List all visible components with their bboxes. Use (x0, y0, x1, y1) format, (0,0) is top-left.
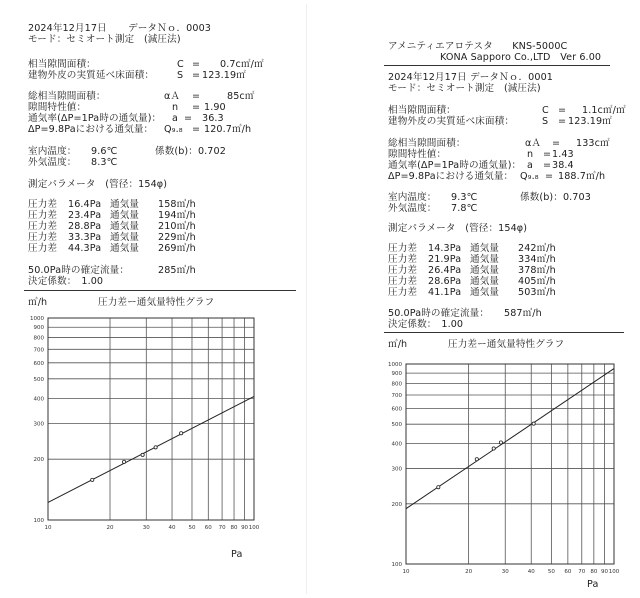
row-symbol: C (177, 59, 184, 70)
x-tick-label: 20 (106, 525, 114, 531)
row-eq: = (192, 70, 201, 81)
indoor-temp: 室内温度： 9.6℃ (28, 146, 118, 157)
dp-label: 圧力差 (388, 243, 418, 254)
x-unit: Pa (587, 579, 599, 590)
row-value: 188.7㎥/h (558, 171, 606, 182)
q-value: 158㎥/h (158, 199, 196, 210)
x-tick-label: 40 (168, 525, 176, 531)
header-divider (384, 65, 610, 66)
row-eq: = (543, 160, 552, 171)
dp-label: 圧力差 (388, 287, 418, 298)
data-point (122, 460, 125, 463)
q-value: 194㎥/h (158, 210, 196, 221)
mode: モード：セミオート測定 (減圧法) (28, 34, 181, 45)
row-label: 隙間特性値： (388, 149, 447, 160)
divider (24, 290, 296, 291)
q-value: 210㎥/h (158, 221, 196, 232)
receipt-left (6, 4, 307, 594)
dp-value: 23.4Pa (68, 210, 102, 221)
data-number: データＮｏ．0001 (470, 72, 553, 83)
coefficient-b: 係数(b)：0.702 (155, 146, 226, 157)
confirmed-flow-value: 285㎥/h (158, 265, 196, 276)
q-value: 229㎥/h (158, 232, 196, 243)
dp-label: 圧力差 (388, 276, 418, 287)
x-tick-label: 20 (465, 569, 473, 575)
x-tick-label: 10 (402, 569, 410, 575)
dp-value: 28.8Pa (68, 221, 102, 232)
measurement-params: 測定パラメータ (管径：154φ) (28, 179, 168, 190)
date: 2024年12月17日 (28, 23, 107, 34)
receipt-right (330, 4, 638, 594)
row-eq: = (552, 138, 561, 149)
data-point (492, 447, 495, 450)
pressure-flow-chart (26, 308, 262, 554)
dp-label: 圧力差 (388, 265, 418, 276)
data-point (154, 446, 157, 449)
dp-label: 圧力差 (28, 221, 58, 232)
row-value: 133c㎡ (576, 138, 610, 149)
x-tick-label: 10 (44, 525, 52, 531)
dp-value: 41.1Pa (428, 287, 462, 298)
row-value: 85c㎡ (227, 91, 255, 102)
y-tick-label: 400 (391, 441, 402, 448)
y-tick-label: 1000 (30, 316, 44, 322)
dp-value: 14.3Pa (428, 243, 462, 254)
dp-value: 26.4Pa (428, 265, 462, 276)
x-tick-label: 70 (578, 569, 586, 575)
row-eq: = (184, 113, 193, 124)
x-tick-label: 50 (188, 525, 196, 531)
data-point (180, 432, 183, 435)
dp-value: 21.9Pa (428, 254, 462, 265)
y-tick-label: 900 (391, 371, 402, 378)
data-point (499, 441, 502, 444)
y-tick-label: 300 (391, 466, 402, 473)
y-unit: ㎥/h (28, 297, 48, 308)
outdoor-temp: 外気温度： 7.8℃ (388, 203, 478, 214)
row-label: 通気率(ΔP=1Pa時の通気量)： (388, 160, 522, 171)
confirmed-flow-label: 50.0Pa時の確定流量： (28, 265, 130, 276)
row-symbol: S (177, 70, 184, 81)
x-tick-label: 80 (590, 569, 598, 575)
y-tick-label: 600 (391, 406, 402, 413)
q-value: 269㎥/h (158, 243, 196, 254)
dp-label: 圧力差 (28, 243, 58, 254)
row-eq: = (192, 91, 201, 102)
measurement-params: 測定パラメータ (管径：154φ) (388, 223, 528, 234)
q-label: 通気量 (470, 276, 500, 287)
data-point (475, 458, 478, 461)
x-tick-label: 30 (142, 525, 150, 531)
q-label: 通気量 (110, 221, 140, 232)
row-eq: = (192, 102, 201, 113)
row-symbol: n (527, 149, 534, 160)
y-tick-label: 200 (391, 501, 402, 508)
row-label: 通気率(ΔP=1Pa時の通気量)： (28, 113, 162, 124)
row-label: 総相当隙間面積： (28, 91, 106, 102)
mode: モード：セミオート測定 (減圧法) (388, 83, 541, 94)
q-value: 334㎥/h (518, 254, 556, 265)
row-value: 1.43 (552, 149, 574, 160)
row-value: 123.19㎡ (202, 70, 246, 81)
row-label: ΔP=9.8Paにおける通気量： (388, 171, 514, 182)
dp-label: 圧力差 (28, 232, 58, 243)
row-symbol: C (542, 105, 549, 116)
row-symbol: Q₉.₈ (520, 171, 539, 182)
data-point (141, 453, 144, 456)
row-eq: = (545, 171, 554, 182)
row-symbol: S (542, 116, 549, 127)
q-label: 通気量 (110, 199, 140, 210)
row-eq: = (558, 105, 567, 116)
data-point (437, 486, 440, 489)
y-tick-label: 500 (33, 376, 44, 383)
y-tick-label: 700 (391, 392, 402, 399)
x-tick-label: 50 (547, 569, 555, 575)
x-tick-label: 70 (218, 525, 226, 531)
row-label: 相当隙間面積： (388, 105, 456, 116)
y-unit: ㎥/h (388, 339, 408, 350)
graph-title: 圧力差ー通気量特性グラフ (448, 339, 565, 350)
row-label: 建物外皮の実質延べ床面積： (388, 116, 515, 127)
data-number: データＮｏ．0003 (128, 23, 211, 34)
q-label: 通気量 (110, 243, 140, 254)
row-symbol: αＡ (164, 91, 181, 102)
pressure-flow-chart (386, 352, 626, 580)
row-label: 相当隙間面積： (28, 59, 96, 70)
q-label: 通気量 (110, 232, 140, 243)
indoor-temp: 室内温度： 9.3℃ (388, 192, 478, 203)
y-tick-label: 700 (33, 347, 44, 354)
row-eq: = (558, 116, 567, 127)
row-label: 総相当隙間面積： (388, 138, 466, 149)
row-symbol: Q₉.₈ (164, 124, 183, 135)
outdoor-temp: 外気温度： 8.3℃ (28, 157, 118, 168)
row-label: ΔP=9.8Paにおける通気量： (28, 124, 154, 135)
q-label: 通気量 (470, 287, 500, 298)
x-tick-label: 100 (608, 569, 620, 575)
dp-label: 圧力差 (28, 199, 58, 210)
coefficient-b: 係数(b)：0.703 (520, 192, 591, 203)
row-value: 38.4 (552, 160, 574, 171)
y-tick-label: 200 (33, 457, 44, 464)
plot-frame (406, 364, 614, 564)
dp-value: 28.6Pa (428, 276, 462, 287)
row-label: 建物外皮の実質延べ床面積： (28, 70, 155, 81)
row-symbol: a (527, 160, 533, 171)
x-tick-label: 40 (527, 569, 535, 575)
y-tick-label: 500 (391, 422, 402, 429)
x-tick-label: 30 (501, 569, 509, 575)
y-tick-label: 900 (33, 325, 44, 332)
y-tick-label: 400 (33, 396, 44, 403)
row-value: 1.90 (204, 102, 226, 113)
y-tick-label: 300 (33, 421, 44, 428)
q-label: 通気量 (470, 254, 500, 265)
q-label: 通気量 (470, 243, 500, 254)
dp-value: 16.4Pa (68, 199, 102, 210)
row-label: 隙間特性値： (28, 102, 87, 113)
row-value: 36.3 (202, 113, 224, 124)
divider (384, 332, 624, 333)
q-value: 242㎥/h (518, 243, 556, 254)
dp-label: 圧力差 (388, 254, 418, 265)
dp-value: 44.3Pa (68, 243, 102, 254)
graph-title: 圧力差ー通気量特性グラフ (98, 297, 215, 308)
device-name: アメニティエアロテスタ KNS-5000C (388, 41, 568, 52)
q-value: 405㎥/h (518, 276, 556, 287)
q-label: 通気量 (110, 210, 140, 221)
x-tick-label: 80 (230, 525, 238, 531)
y-tick-label: 800 (33, 335, 44, 342)
confirmed-flow-value: 587㎥/h (504, 308, 542, 319)
maker-version: KONA Sapporo Co.,LTD Ver 6.00 (440, 52, 602, 63)
x-tick-label: 60 (204, 525, 212, 531)
x-tick-label: 100 (248, 525, 260, 531)
y-tick-label: 100 (33, 518, 44, 524)
row-eq: = (192, 124, 201, 135)
data-point (532, 422, 535, 425)
x-unit: Pa (231, 549, 243, 560)
y-tick-label: 1000 (388, 362, 402, 368)
data-point (91, 478, 94, 481)
dp-value: 33.3Pa (68, 232, 102, 243)
fit-line (48, 396, 254, 502)
x-tick-label: 90 (600, 569, 608, 575)
q-label: 通気量 (470, 265, 500, 276)
date: 2024年12月17日 (388, 72, 467, 83)
q-value: 378㎥/h (518, 265, 556, 276)
x-tick-label: 60 (564, 569, 572, 575)
row-value: 0.7c㎡/㎡ (220, 59, 264, 70)
row-value: 123.19㎡ (568, 116, 612, 127)
row-value: 1.1c㎡/㎡ (582, 105, 626, 116)
x-tick-label: 90 (241, 525, 249, 531)
q-value: 503㎥/h (518, 287, 556, 298)
plot-frame (48, 318, 254, 520)
row-eq: = (192, 59, 201, 70)
y-tick-label: 100 (391, 562, 402, 568)
decision-coefficient: 決定係数： 1.00 (388, 319, 464, 330)
row-symbol: a (172, 113, 178, 124)
dp-label: 圧力差 (28, 210, 58, 221)
decision-coefficient: 決定係数： 1.00 (28, 276, 104, 287)
row-value: 120.7㎥/h (204, 124, 252, 135)
y-tick-label: 600 (33, 360, 44, 367)
y-tick-label: 800 (391, 381, 402, 388)
confirmed-flow-label: 50.0Pa時の確定流量： (388, 308, 490, 319)
row-eq: = (543, 149, 552, 160)
row-symbol: αＡ (525, 138, 542, 149)
row-symbol: n (172, 102, 179, 113)
